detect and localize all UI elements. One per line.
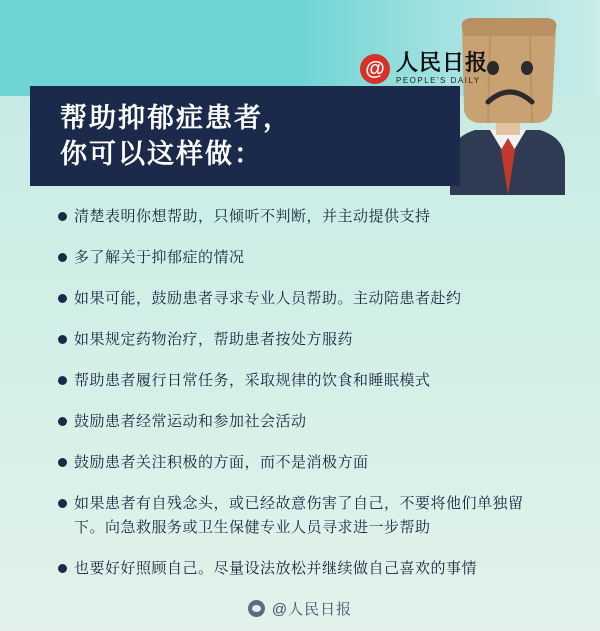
list-item-text: 帮助患者履行日常任务，采取规律的饮食和睡眠模式: [74, 372, 431, 389]
at-symbol-icon: @: [360, 54, 390, 84]
title-line-1: 帮助抑郁症患者，: [60, 102, 292, 133]
weibo-icon: [248, 600, 265, 617]
tips-list: [58, 205, 558, 598]
list-item-text: 鼓励患者关注积极的方面，而不是消极方面: [74, 454, 369, 471]
list-item-text: 也要好好照顾自己。尽量设法放松并继续做自己喜欢的事情: [74, 560, 478, 577]
list-item: [58, 410, 558, 434]
list-item: [58, 451, 558, 475]
bullet-icon: [58, 499, 67, 508]
brand-name-cn: 人民日报: [396, 50, 489, 75]
list-item-text: 如果可能，鼓励患者寻求专业人员帮助。主动陪患者赴约: [74, 290, 462, 307]
bullet-icon: [58, 253, 67, 262]
title-line-2: 你可以这样做：: [60, 139, 263, 169]
list-item-text: 如果规定药物治疗，帮助患者按处方服药: [74, 331, 354, 348]
bullet-icon: [58, 335, 67, 344]
footer-label: @人民日报: [271, 601, 353, 618]
list-item: [58, 557, 558, 581]
title-panel: [30, 86, 460, 186]
bullet-icon: [58, 294, 67, 303]
footer: [0, 598, 600, 619]
brand-name-en: PEOPLE'S DAILY: [396, 76, 481, 85]
list-item-text: 鼓励患者经常运动和参加社会活动: [74, 413, 307, 430]
list-item: [58, 287, 558, 311]
list-item: [58, 492, 558, 540]
list-item: [58, 328, 558, 352]
list-item-text: 如果患者有自残念头，或已经故意伤害了自己，不要将他们单独留下。向急救服务或卫生保健专业人员寻求进一步帮助: [74, 495, 524, 536]
list-item-text: 多了解关于抑郁症的情况: [74, 249, 245, 266]
brand-logo: [360, 52, 488, 85]
list-item: [58, 205, 558, 229]
brand-logo-text: [396, 52, 488, 85]
bullet-icon: [58, 212, 67, 221]
list-item-text: 清楚表明你想帮助，只倾听不判断，并主动提供支持: [74, 208, 431, 225]
bullet-icon: [58, 376, 67, 385]
bullet-icon: [58, 564, 67, 573]
list-item: [58, 369, 558, 393]
bullet-icon: [58, 417, 67, 426]
list-item: [58, 246, 558, 270]
bullet-icon: [58, 458, 67, 467]
